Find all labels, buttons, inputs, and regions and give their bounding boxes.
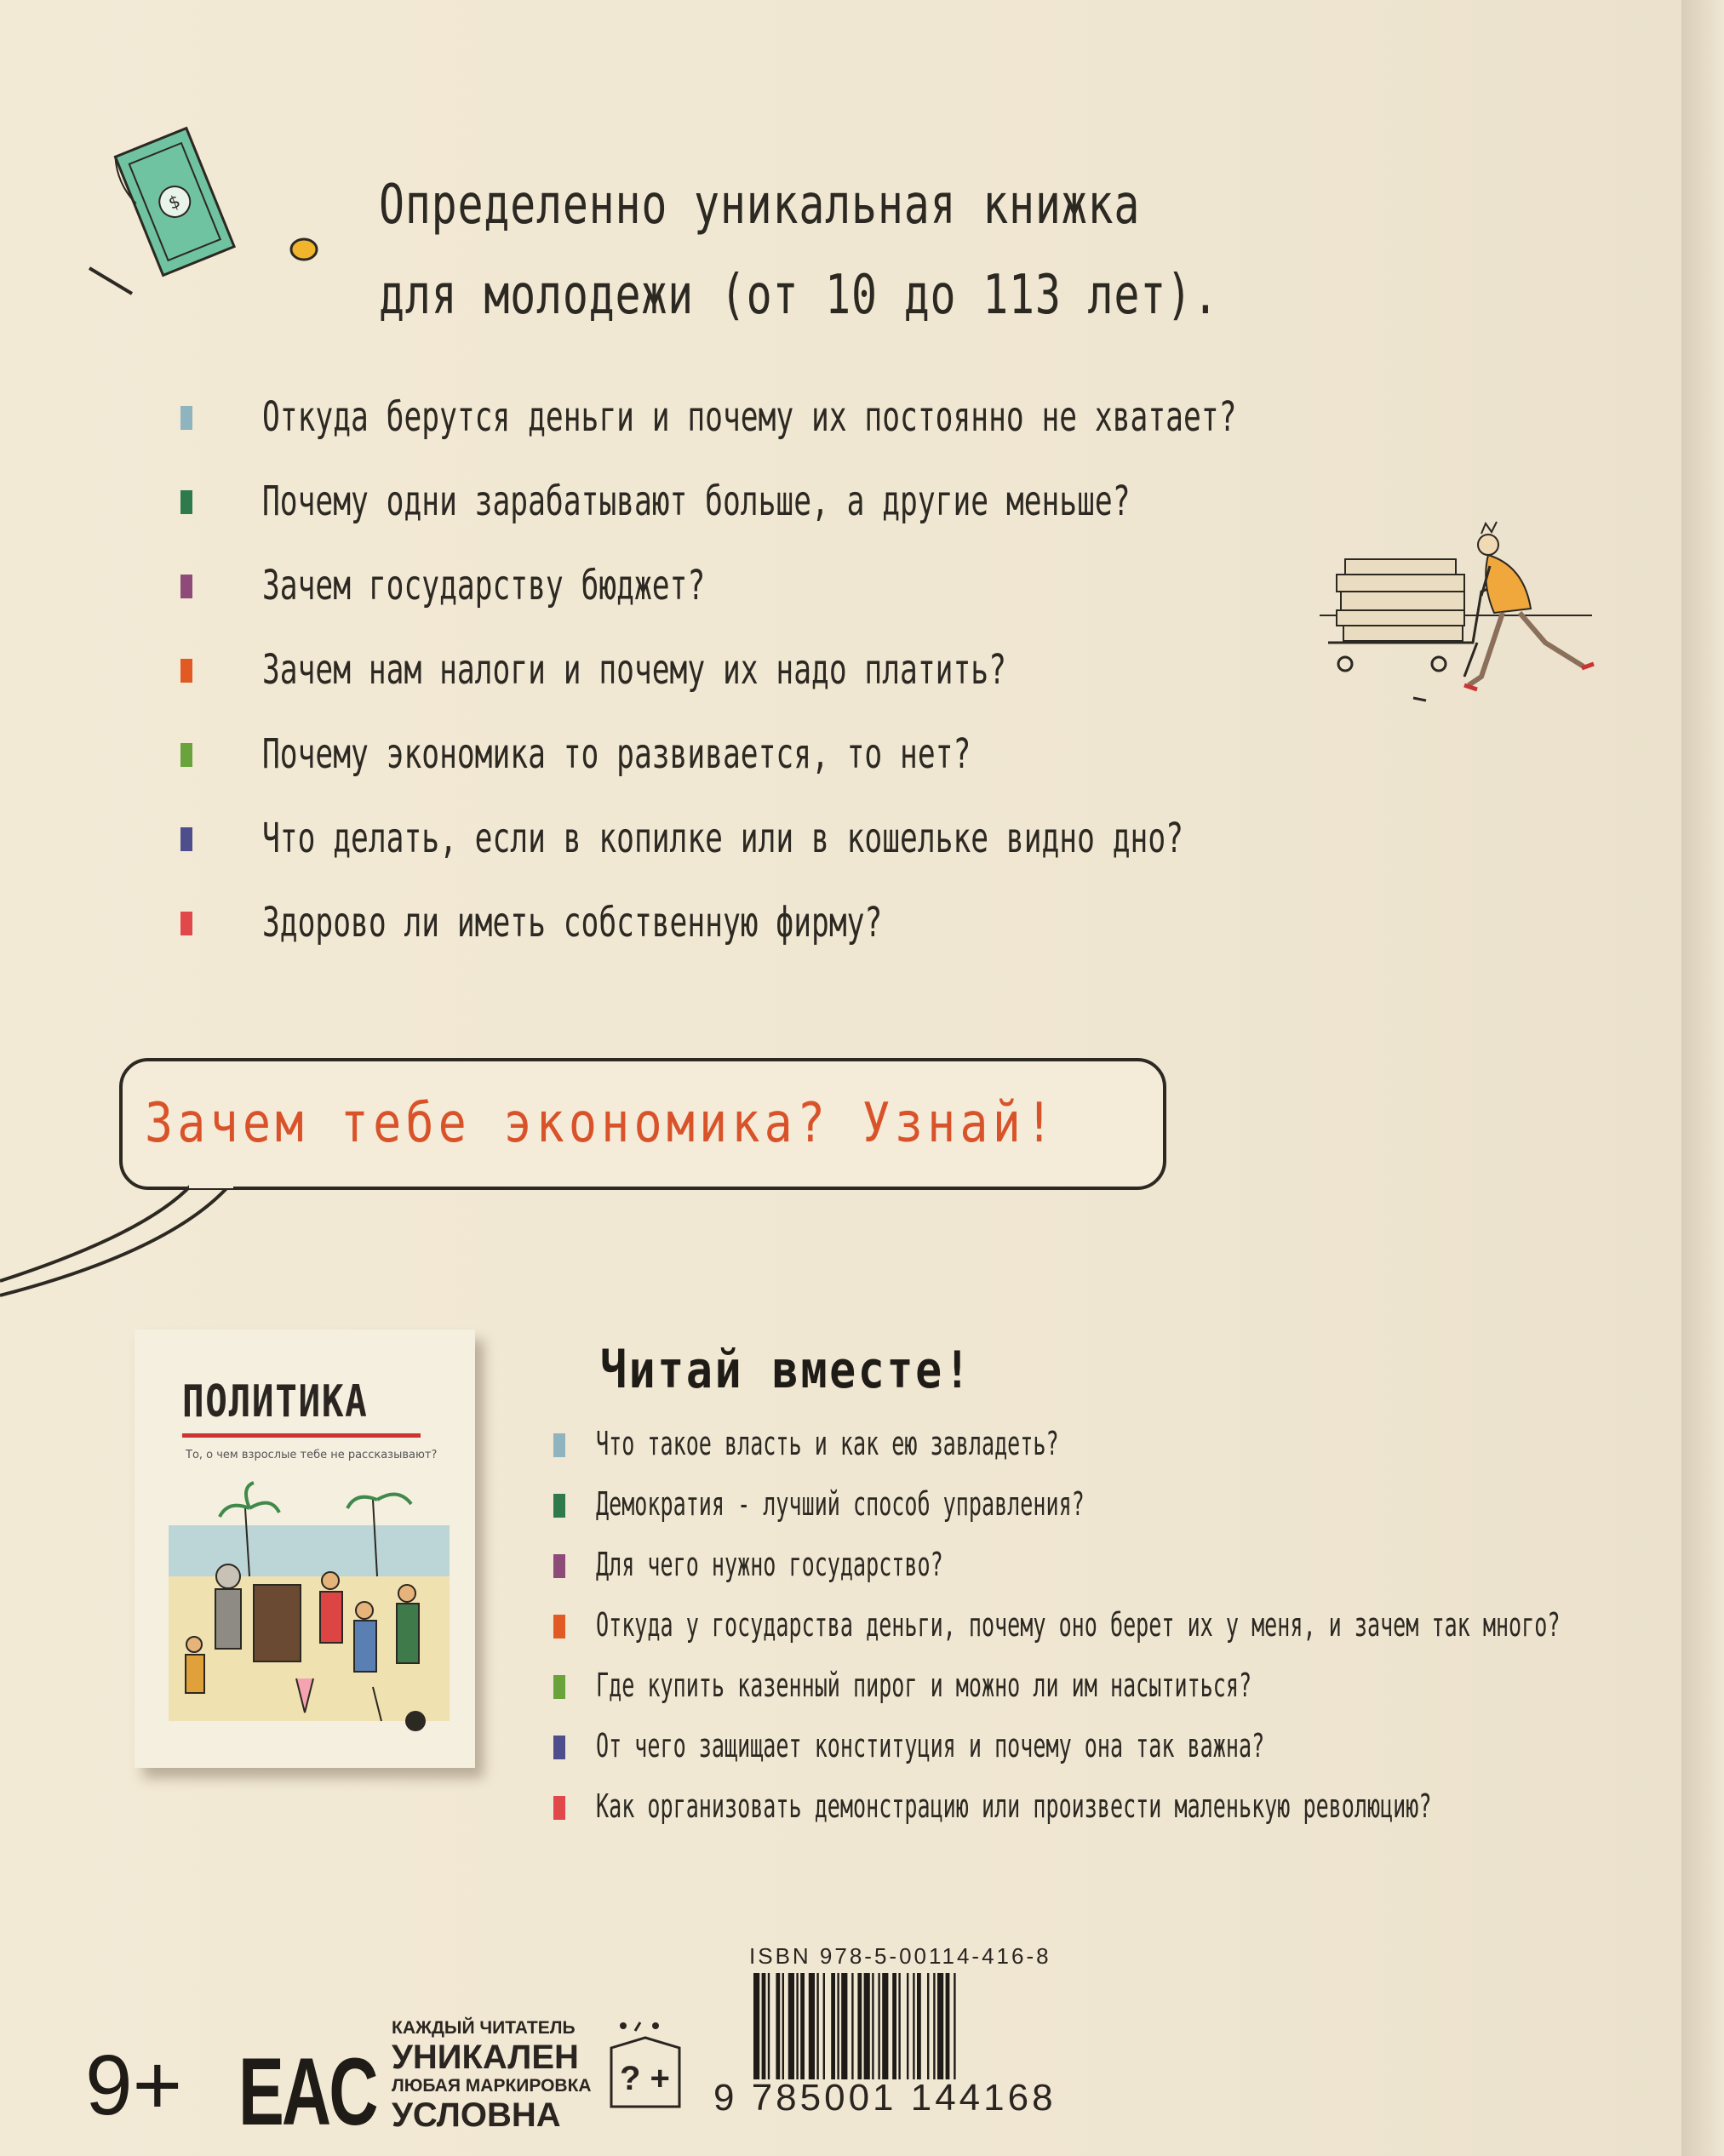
bullet-square	[553, 1796, 565, 1820]
svg-text:$: $	[165, 190, 184, 214]
question-text: Зачем нам налоги и почему их надо платить?	[262, 646, 1006, 694]
beach-illustration	[169, 1474, 450, 1747]
barcode-bar	[796, 1973, 798, 2079]
question-text: Откуда берутся деньги и почему их постоянно не хватает?	[262, 393, 1237, 441]
barcode-bar	[917, 1973, 921, 2079]
related-book-cover	[135, 1330, 475, 1768]
isbn-text: ISBN 978-5-00114-416-8	[749, 1943, 1051, 1969]
reader-mark	[392, 2017, 592, 2134]
topic-text: Что такое власть и как ею завладеть?	[596, 1425, 1059, 1462]
mark-line-1: КАЖДЫЙ ЧИТАТЕЛЬ	[392, 2018, 576, 2038]
related-book-title: ПОЛИТИКА	[182, 1376, 369, 1427]
barcode-bar	[878, 1973, 879, 2079]
title-underline	[182, 1433, 421, 1438]
topic-text: От чего защищает конституция и почему она так важна?	[596, 1727, 1265, 1764]
mark-line-4: УСЛОВНА	[392, 2096, 561, 2134]
read-together-heading: Читай вместе!	[600, 1341, 973, 1400]
barcode-bar	[768, 1973, 770, 2079]
bullet-square	[553, 1494, 565, 1518]
bullet-square	[180, 827, 192, 851]
bullet-square	[553, 1675, 565, 1699]
barcode-bar	[892, 1973, 896, 2079]
mark-symbol: ? +	[620, 2060, 670, 2097]
barcode-bar	[857, 1973, 862, 2079]
topic-text: Демократия - лучший способ управления?	[596, 1485, 1085, 1523]
bullet-square	[553, 1615, 565, 1638]
bullet-square	[180, 659, 192, 683]
bullet-square	[180, 406, 192, 430]
barcode-bar	[907, 1973, 908, 2079]
barcode-bar	[927, 1973, 929, 2079]
barcode-bar	[837, 1973, 839, 2079]
mark-line-2: УНИКАЛЕН	[392, 2039, 579, 2076]
barcode-bar	[954, 1973, 955, 2079]
intro-line-1: Определенно уникальная книжка	[379, 174, 1141, 237]
bullet-square	[180, 490, 192, 514]
cover-edge	[1681, 0, 1724, 2156]
bullet-square	[180, 743, 192, 767]
barcode-bar	[933, 1973, 935, 2079]
question-text: Что делать, если в копилке или в кошельке видно дно?	[262, 815, 1183, 862]
marking-box-icon	[594, 2017, 696, 2119]
barcode-bar	[882, 1973, 888, 2079]
shopping-cart-illustration	[1311, 515, 1601, 719]
barcode-bar	[831, 1973, 835, 2079]
question-text: Зачем государству бюджет?	[262, 562, 706, 609]
intro-line-2: для молодежи (от 10 до 113 лет).	[379, 264, 1219, 327]
bullet-square	[553, 1433, 565, 1457]
eac-mark: EAC	[238, 2039, 376, 2145]
speech-bubble-tail	[0, 1183, 255, 1302]
barcode-bar	[864, 1973, 870, 2079]
mark-line-3: ЛЮБАЯ МАРКИРОВКА	[392, 2076, 592, 2096]
bullet-square	[180, 575, 192, 598]
barcode-bar	[753, 1973, 759, 2079]
barcode-bar	[816, 1973, 818, 2079]
topic-text: Где купить казенный пирог и можно ли им насытиться?	[596, 1667, 1252, 1704]
related-book-subtitle: То, о чем взрослые тебе не рассказывают?	[186, 1449, 438, 1461]
barcode-bar	[782, 1973, 784, 2079]
topic-text: Откуда у государства деньги, почему оно берет их у меня, и зачем так много?	[596, 1606, 1561, 1644]
banknote-illustration	[81, 115, 328, 311]
question-text: Почему экономика то развивается, то нет?	[262, 730, 971, 778]
bullet-square	[553, 1736, 565, 1759]
barcode-bar	[872, 1973, 873, 2079]
bullet-square	[553, 1554, 565, 1578]
barcode-bar	[788, 1973, 794, 2079]
barcode-bar	[841, 1973, 847, 2079]
barcode-digits: 9 785001 144168	[713, 2077, 1057, 2119]
barcode-bar	[809, 1973, 815, 2079]
intro-text	[379, 160, 1219, 340]
barcode-bar	[823, 1973, 825, 2079]
bullet-square	[180, 912, 192, 935]
barcode-bar	[800, 1973, 805, 2079]
barcode-bar	[762, 1973, 766, 2079]
barcode-bar	[898, 1973, 900, 2079]
barcode-bar	[776, 1973, 780, 2079]
age-rating: 9+	[85, 2038, 183, 2133]
barcode-bar	[946, 1973, 950, 2079]
question-text: Почему одни зарабатывают больше, а другие меньше?	[262, 478, 1131, 525]
topic-text: Для чего нужно государство?	[596, 1546, 943, 1583]
barcode-bar	[851, 1973, 853, 2079]
question-text: Здорово ли иметь собственную фирму?	[262, 899, 883, 946]
barcode	[753, 1973, 1068, 2079]
callout-text: Зачем тебе экономика? Узнай!	[145, 1092, 1058, 1155]
barcode-bar	[937, 1973, 943, 2079]
barcode-bar	[913, 1973, 914, 2079]
topic-text: Как организовать демонстрацию или произвести маленькую революцию?	[596, 1787, 1432, 1825]
